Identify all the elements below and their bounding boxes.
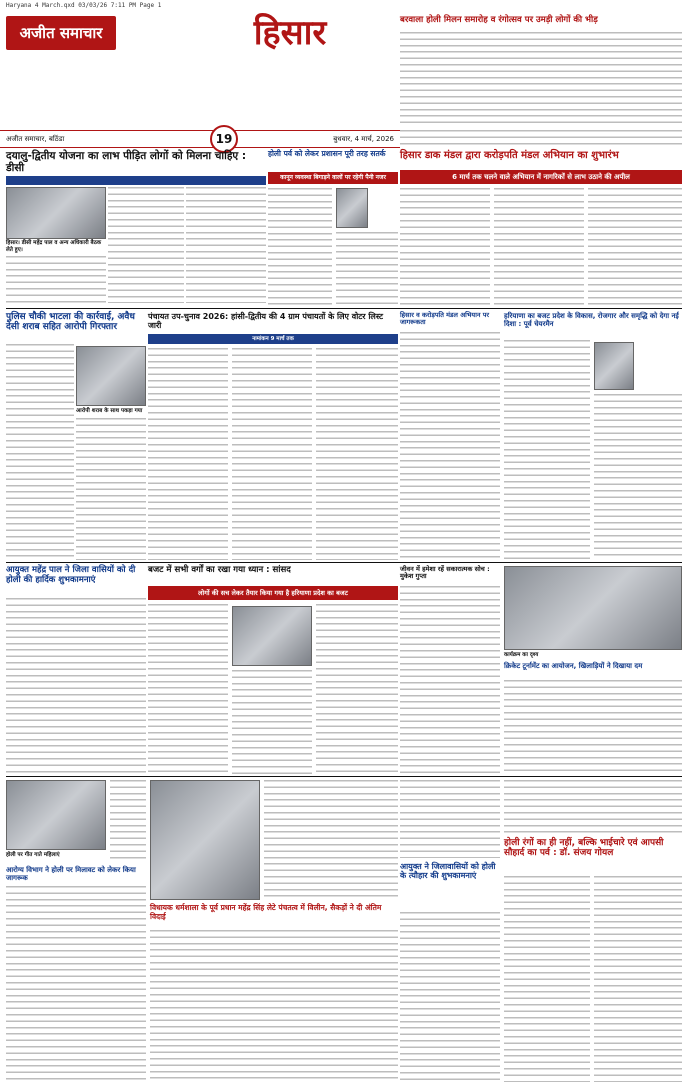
panchayat-headline: पंचायत उप-चुनाव 2026: हांसी-द्वितीय की 4 ग्राम पंचायतों के लिए वोटर लिस्ट जारी: [148, 312, 383, 331]
ex-pradhan-text: [150, 930, 398, 1082]
date: बुधवार, 4 मार्च, 2026: [333, 135, 394, 143]
top-right-headline: बरवाला होली मिलन समारोह व रंगोत्सव पर उमड़ी लोगों की भीड़: [400, 15, 598, 25]
youth-text: [400, 586, 500, 774]
dak-text-2: [494, 188, 584, 306]
panchayat-text-2: [232, 348, 312, 560]
dayalu-headline: दयालु-द्वितीय योजना का लाभ पीड़ित लोगों को मिलना चाहिए : डीसी: [6, 150, 247, 175]
holi-women-text: [110, 780, 146, 862]
ayukt2-headline: आयुक्त ने जिलावासियों को होली के त्यौहार की शुभकामनाएं: [400, 862, 496, 881]
cricket-text: [504, 680, 682, 774]
holi-safety-text-1: [268, 188, 332, 306]
police-headline: पुलिस चौकी भाटला की कार्रवाई, अवैध देसी शराब सहित आरोपी गिरफ्तार: [6, 312, 135, 333]
dayalu-strip: [6, 176, 266, 185]
dak-banner: 6 मार्च तक चलने वाले अभियान में नागरिकों से लाभ उठाने की अपील: [400, 170, 682, 184]
fund-headline: हिसार व करोड़पति मंडल अभियान पर जागरूकता: [400, 311, 490, 327]
holi-women-photo: [6, 780, 106, 850]
ex-pradhan-headline: विधायक धर्मशाला के पूर्व प्रधान महेंद्र सिंह लेटे पंचतत्व में विलीन, सैकड़ों ने दी अंतिम विदाई: [150, 903, 382, 921]
cricket-headline: क्रिकेट टूर्नामेंट का आयोजन, खिलाड़ियों ने दिखाया दम: [504, 662, 643, 670]
top-right-text: [400, 32, 682, 128]
panchayat-text-1: [148, 348, 228, 560]
holi-safety-text-2: [336, 232, 398, 306]
police-photo: [76, 346, 146, 406]
haryana-text-1: [504, 340, 590, 560]
ayukt-headline: आयुक्त महेंद्र पाल ने जिला वासियों को दी होली की हार्दिक शुभकामनाएं: [6, 565, 136, 585]
police-caption: आरोपी शराब के साथ पकड़ा गया: [76, 408, 143, 414]
ayukt2-text: [400, 912, 500, 1082]
holi-safety-headline: होली पर्व को लेकर प्रशासन पूरी तरह सतर्क: [268, 149, 386, 158]
row-divider-2: [6, 562, 682, 563]
haryana-headline: हरियाणा का बजट प्रदेश के विकास, रोजगार और समृद्धि को देगा नई दिशा : पूर्व चेयरमैन: [504, 312, 679, 329]
budget-headline: बजट में सभी वर्गों का रखा गया ध्यान : सांसद: [148, 565, 291, 575]
haryana-text-2: [594, 394, 682, 560]
budget-photo: [232, 606, 312, 666]
row-divider-3: [6, 776, 682, 777]
funeral-photo: [150, 780, 260, 900]
dak-text-1: [400, 188, 490, 306]
budget-text-3: [316, 604, 398, 774]
brand-logo: अजीत समाचार: [6, 16, 116, 50]
top-right-headline-box: [400, 16, 682, 30]
chairman-photo: [594, 342, 634, 390]
holi-safety-sub: कानून व्यवस्था बिगाड़ने वालों पर रहेगी पैनी नजर: [268, 172, 398, 184]
dayalu-text-3: [6, 256, 106, 303]
dayalu-text-2: [186, 187, 266, 303]
city-title: हिसार: [253, 13, 327, 53]
publisher-line: अजीत समाचार, बठिंडा: [6, 135, 65, 143]
arogya-text: [6, 886, 146, 1082]
dayalu-text-1: [108, 187, 184, 303]
cricket-text-2: [504, 780, 682, 834]
police-text-1: [6, 344, 74, 560]
cricket-photo-caption: कार्यक्रम का दृश्य: [504, 652, 539, 658]
panchayat-text-3: [316, 348, 398, 560]
dak-headline: हिसार डाक मंडल द्वारा करोड़पति मंडल अभियान का शुभारंभ: [400, 150, 619, 161]
row-divider-1: [6, 308, 682, 309]
arogya-headline: आरोग्य विभाग ने होली पर मिलावट को लेकर किया जागरूक: [6, 866, 136, 883]
dayalu-photo: [6, 187, 106, 239]
print-slug: Haryana 4 March.qxd 03/03/26 7:11 PM Page 1: [6, 2, 162, 9]
misc-text: [400, 780, 500, 858]
cricket-photo: [504, 566, 682, 650]
budget-text-1: [148, 604, 228, 774]
holi-bhaichara-text-1: [504, 876, 590, 1082]
holi-women-caption: होली पर गीत गाते महिलाएं: [6, 852, 60, 858]
dateline: [0, 130, 400, 148]
holi-bhaichara-text-2: [594, 876, 682, 1082]
ayukt-text-2: [6, 694, 146, 774]
top-right-text-2: [400, 130, 682, 148]
dak-text-3: [588, 188, 682, 306]
police-text-2: [76, 418, 146, 560]
dayalu-caption: हिसार। डीसी महेंद्र पाल व अन्य अधिकारी बैठक लेते हुए।: [6, 240, 102, 253]
officer-photo: [336, 188, 368, 228]
fund-text: [400, 332, 500, 560]
holi-bhaichara-headline: होली रंगों का ही नहीं, बल्कि भाईचारे एवं आपसी सौहार्द का पर्व : डॉ. संजय गोयल: [504, 838, 664, 859]
page-number: 19: [210, 125, 238, 153]
youth-headline: जीवन में हमेशा रहें सकारात्मक सोच : मुकेश गुप्ता: [400, 565, 490, 581]
panchayat-banner: नामांकन 9 मार्च तक: [148, 334, 398, 344]
funeral-text-top: [264, 780, 398, 900]
budget-banner: लोगों की सच लेकर तैयार किया गया है हरियाणा प्रदेश का बजट: [148, 586, 398, 600]
budget-text-2: [232, 670, 312, 774]
ayukt-text: [6, 598, 146, 690]
